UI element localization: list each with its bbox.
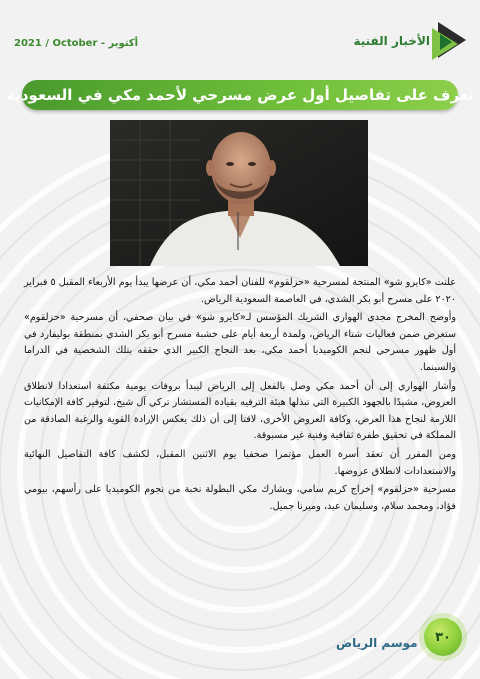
article-title: تعرف على تفاصيل أول عرض مسرحي لأحمد مكي في السعودية <box>6 86 474 104</box>
article-body <box>24 275 456 517</box>
issue-date: 2021 / October - أكتوبر <box>14 38 139 49</box>
article-title-bar <box>6 80 474 110</box>
article-paragraph: وأوضح المخرج مجدي الهواري الشريك المؤسس لـ«كايرو شو» في بيان صحفي، أن مسرحية «حزلقوم» ستعرض ضمن فعاليات شتاء الرياض، ولمدة أربعة أيام على خشبة مسرح أبو بكر الشدي بمنطقة بوليفارد في أول ظهور مسرحي لنجم الكوميديا أحمد مكي، بعد النجاح الكبير الذي حققه بتلك الشخصية في الدراما والسينما. <box>24 312 456 373</box>
article-paragraph: علنت «كايرو شو» المنتجة لمسرحية «حزلقوم» للفنان أحمد مكي، أن عرضها يبدأ يوم الأربعاء المقبل ٥ فبراير ٢٠٢٠ على مسرح أبو بكر الشدي، في العاصمة السعودية الرياض. <box>24 277 456 305</box>
article-paragraph: ومن المقرر أن تعقد أسرة العمل مؤتمرا صحفيا يوم الاثنين المقبل، لكشف كافة التفاصيل النهائية والاستعدادات لانطلاق عروضها. <box>24 448 456 477</box>
page-number: ٣٠ <box>435 629 451 645</box>
page-number-badge <box>424 618 462 656</box>
article-paragraph: مسرحية «حزلقوم» إخراج كريم سامي، ويشارك مكي البطولة نخبة من نجوم الكوميديا على رأسهم، بيومي فؤاد، ومحمد سلام، وسليمان عيد، وميرنا جميل. <box>24 484 456 512</box>
article-paragraph: وأشار الهواري إلى أن أحمد مكي وصل بالفعل إلى الرياض ليبدأ بروفات يومية مكثفة استعدادا لانطلاق العروض، مشيدًا بالجهود الكبيرة التي تبذلها هيئة الترفيه بقيادة المستشار تركي آل شيخ، لتوفير كافة الإمكانيات اللازمة لنجاح هذا العرض، وكافة العروض الأخرى، لافتا إلى أن ذلك يعكس الإرادة القوية والرغبة الصادقة من المملكة في تحقيق طفرة ثقافية وفنية غير مسبوقة. <box>24 380 456 442</box>
man-portrait-photo <box>110 120 368 266</box>
logo-text: الأخبار الفنية <box>353 34 430 48</box>
footer-brand: موسم الرياض <box>336 636 418 650</box>
